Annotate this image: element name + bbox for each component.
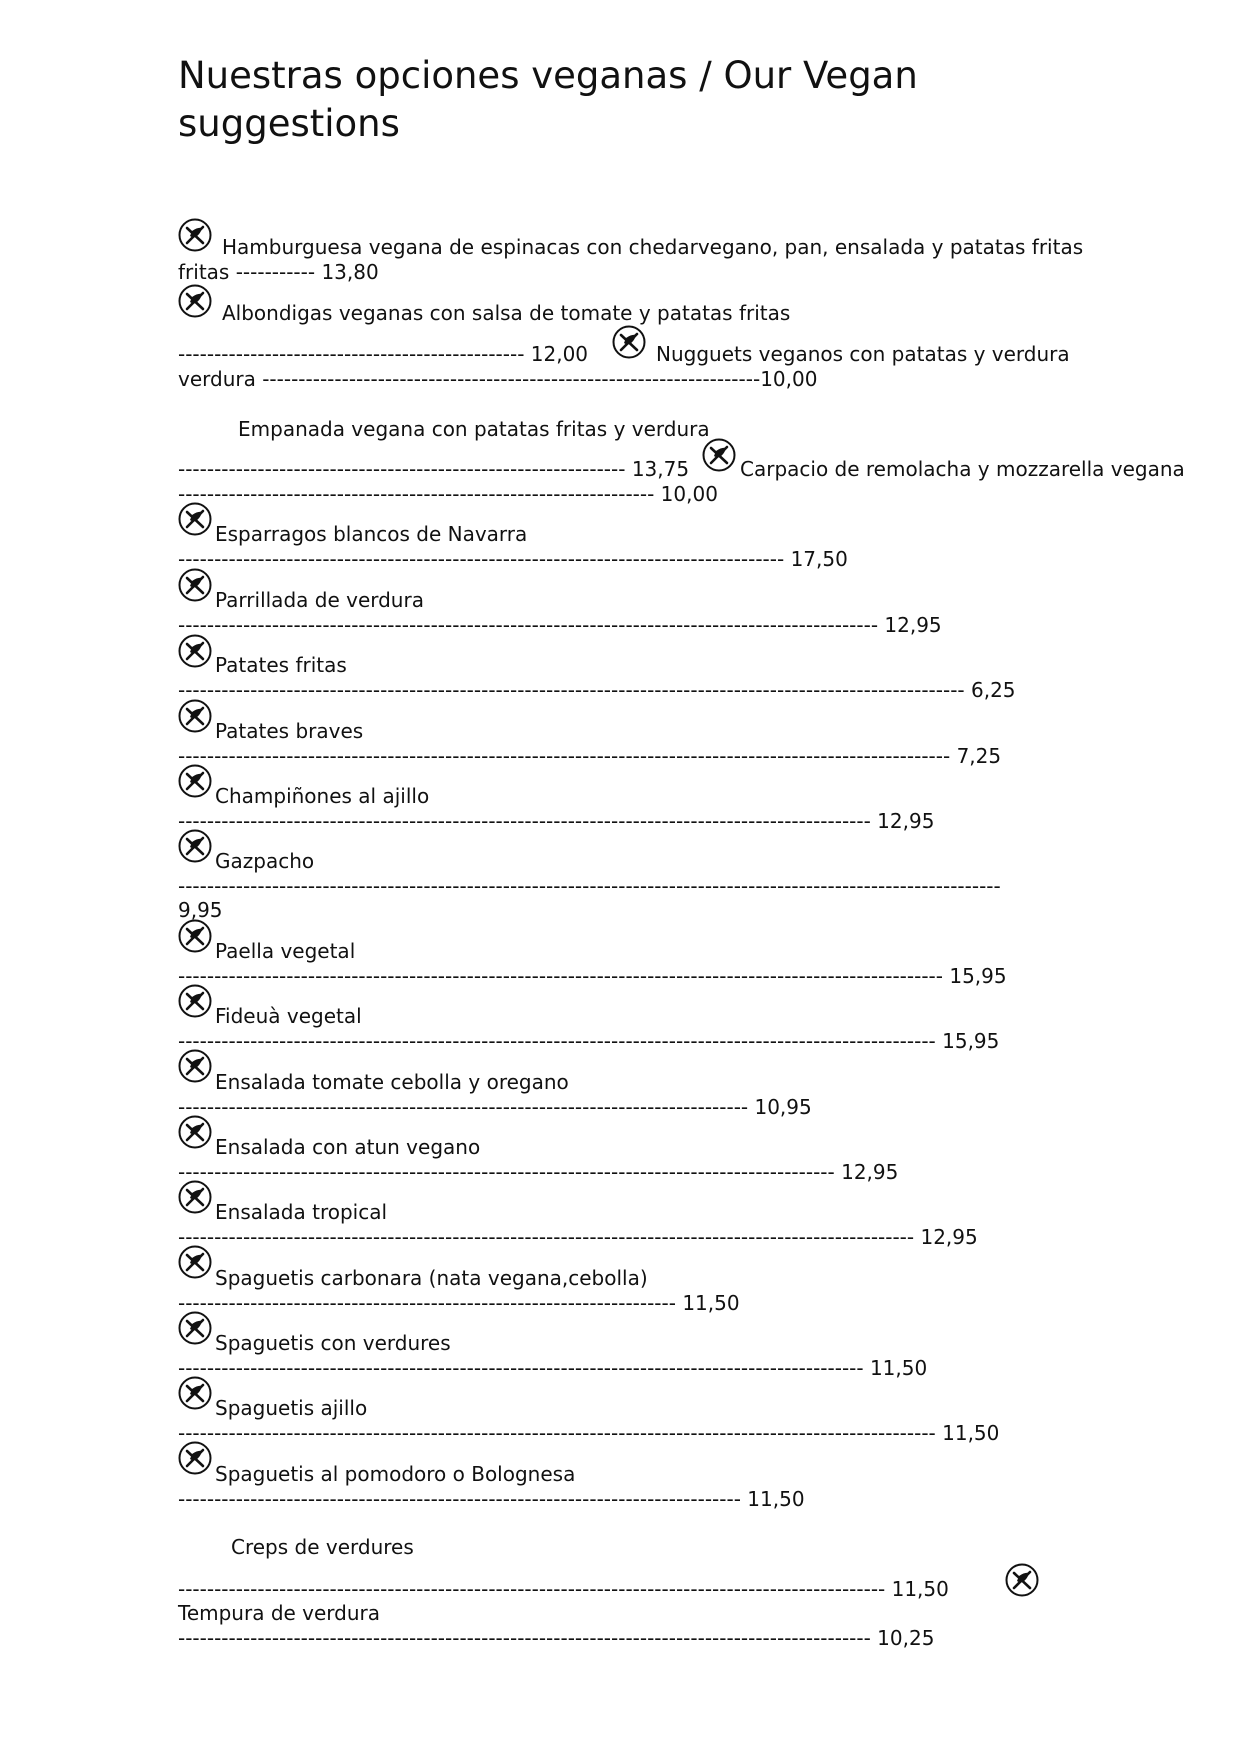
list-item — [215, 1200, 387, 1224]
list-item: ------------------------------------------------------------------------------- 10,95 — [178, 1095, 812, 1119]
list-item — [740, 457, 1185, 481]
list-item: ------------------------------------------------------------------ 10,00 — [178, 482, 718, 506]
item-name: Spaguetis al pomodoro o Bolognesa — [215, 1462, 576, 1486]
item-price: 12,95 — [920, 1225, 978, 1249]
list-item — [215, 719, 363, 743]
list-item — [215, 784, 429, 808]
vegan-leaf-icon — [178, 1180, 212, 1214]
item-name: Gazpacho — [215, 849, 315, 873]
list-item: ------------------------------------------------------------------------------ 11,50 — [178, 1487, 805, 1511]
vegan-leaf-icon — [178, 634, 212, 668]
vegan-leaf-icon — [178, 502, 212, 536]
item-name: Patates fritas — [215, 653, 347, 677]
list-item — [178, 898, 223, 922]
item-name: Spaguetis ajillo — [215, 1396, 368, 1420]
item-name: Patates braves — [215, 719, 364, 743]
item-price: 17,50 — [790, 547, 848, 571]
vegan-leaf-icon — [178, 1376, 212, 1410]
list-item: --------------------------------------------------------------------- 11,50 — [178, 1291, 740, 1315]
list-item — [215, 939, 355, 963]
vegan-leaf-icon — [178, 919, 212, 953]
list-item — [231, 1535, 414, 1559]
item-name: Champiñones al ajillo — [215, 784, 430, 808]
item-name: Nugguets veganos con patatas y verdura — [656, 342, 1070, 366]
list-item: ---------------------------------------------------------------------------------------------------------- 15,95 — [178, 964, 1007, 988]
item-price: 10,95 — [754, 1095, 812, 1119]
vegan-leaf-icon — [1005, 1563, 1039, 1597]
list-item: verdura ---------------------------------------------------------------------10,00 — [178, 367, 818, 391]
vegan-leaf-icon — [612, 325, 646, 359]
vegan-leaf-icon — [178, 1115, 212, 1149]
list-item: --------------------------------------------------------------------------------------------------------- 11,50 — [178, 1421, 1000, 1445]
list-item — [215, 588, 424, 612]
vegan-leaf-icon — [178, 699, 212, 733]
list-item: ------------------------------------------------------------------------------------------------ 12,95 — [178, 809, 935, 833]
item-price: 11,50 — [747, 1487, 805, 1511]
vegan-leaf-icon — [178, 284, 212, 318]
vegan-leaf-icon — [178, 1049, 212, 1083]
list-item — [178, 1601, 380, 1625]
item-name: Ensalada con atun vegano — [215, 1135, 481, 1159]
item-price: 7,25 — [956, 744, 1002, 768]
item-name: Paella vegetal — [215, 939, 356, 963]
vegan-leaf-icon — [178, 984, 212, 1018]
list-item — [215, 1070, 569, 1094]
item-price: 11,50 — [891, 1577, 949, 1601]
vegan-leaf-icon — [702, 438, 736, 472]
item-name: Spaguetis carbonara (nata vegana,cebolla) — [215, 1266, 648, 1290]
item-price: 10,00 — [760, 367, 818, 391]
list-item: ------------------------------------------------------------------------------------------------ 10,25 — [178, 1626, 935, 1650]
item-price: 15,95 — [949, 964, 1007, 988]
list-item — [215, 1266, 648, 1290]
list-item: ------------------------------------------------------------------------------------------- 12,95 — [178, 1160, 899, 1184]
list-item: ----------------------------------------------------------------------------------------------------------- 7,25 — [178, 744, 1002, 768]
list-item: -------------------------------------------------------------- 13,75 — [178, 457, 690, 481]
item-name: Albondigas veganas con salsa de tomate y patatas fritas — [222, 301, 791, 325]
item-price: 15,95 — [942, 1029, 1000, 1053]
item-price: 11,50 — [942, 1421, 1000, 1445]
list-item: --------------------------------------------------------------------------------------------------------- 15,95 — [178, 1029, 1000, 1053]
vegan-leaf-icon — [178, 1245, 212, 1279]
item-price: 12,00 — [530, 342, 589, 366]
item-name: Ensalada tropical — [215, 1200, 388, 1224]
list-item: fritas ----------- 13,80 — [178, 260, 379, 284]
vegan-leaf-icon — [178, 829, 212, 863]
item-name: Creps de verdures — [231, 1535, 414, 1559]
list-item: ------------------------------------------------------------------------------------------------------------- 6,25 — [178, 678, 1016, 702]
item-name: Carpacio de remolacha y mozzarella vegana — [740, 457, 1185, 481]
item-price: 12,95 — [877, 809, 935, 833]
list-item — [215, 849, 314, 873]
list-item — [222, 301, 790, 325]
list-item — [215, 653, 347, 677]
item-price: 12,95 — [884, 613, 942, 637]
item-price: 11,50 — [869, 1356, 928, 1380]
list-item: ------------------------------------------------------------------------------------ 17,50 — [178, 547, 848, 571]
item-name: Hamburguesa vegana de espinacas con chedarvegano, pan, ensalada y patatas fritas — [222, 235, 1084, 259]
item-name: Ensalada tomate cebolla y oregano — [215, 1070, 569, 1094]
list-item — [215, 522, 527, 546]
item-name: Fideuà vegetal — [215, 1004, 362, 1028]
list-item: ------------------------------------------------------------------------------------------------- 12,95 — [178, 613, 942, 637]
item-price: 9,95 — [178, 898, 223, 922]
item-price: 6,25 — [971, 678, 1016, 702]
item-name: Tempura de verdura — [178, 1601, 381, 1625]
list-item: ------------------------------------------------------------------------------------------------------ 12,95 — [178, 1225, 978, 1249]
list-item: ------------------------------------------------ 12,00 — [178, 342, 589, 366]
list-item — [215, 1135, 480, 1159]
vegan-leaf-icon — [178, 1311, 212, 1345]
list-item — [215, 1396, 367, 1420]
list-item — [238, 417, 710, 441]
list-item — [178, 235, 1083, 259]
item-name: Esparragos blancos de Navarra — [215, 522, 528, 546]
item-price: 13,80 — [321, 260, 379, 284]
list-item: ----------------------------------------------------------------------------------------------- 11,50 — [178, 1356, 928, 1380]
item-name: Empanada vegana con patatas fritas y verdura — [238, 417, 710, 441]
item-price: 11,50 — [682, 1291, 740, 1315]
vegan-leaf-icon — [178, 568, 212, 602]
list-item — [215, 1331, 451, 1355]
item-price: 10,00 — [660, 482, 718, 506]
item-price: 12,95 — [841, 1160, 899, 1184]
item-price: 13,75 — [631, 457, 690, 481]
list-item — [215, 1462, 575, 1486]
vegan-leaf-icon — [178, 1441, 212, 1475]
item-name: Spaguetis con verdures — [215, 1331, 451, 1355]
list-item: -------------------------------------------------------------------------------------------------- 11,50 — [178, 1577, 949, 1601]
item-name: Parrillada de verdura — [215, 588, 424, 612]
list-item: ------------------------------------------------------------------------------------------------------------------ — [178, 874, 1001, 898]
list-item — [215, 1004, 362, 1028]
page-title: Nuestras opciones veganas / Our Vegan suggestions — [178, 54, 918, 145]
vegan-leaf-icon — [178, 764, 212, 798]
list-item — [656, 342, 1070, 366]
item-price: 10,25 — [877, 1626, 935, 1650]
